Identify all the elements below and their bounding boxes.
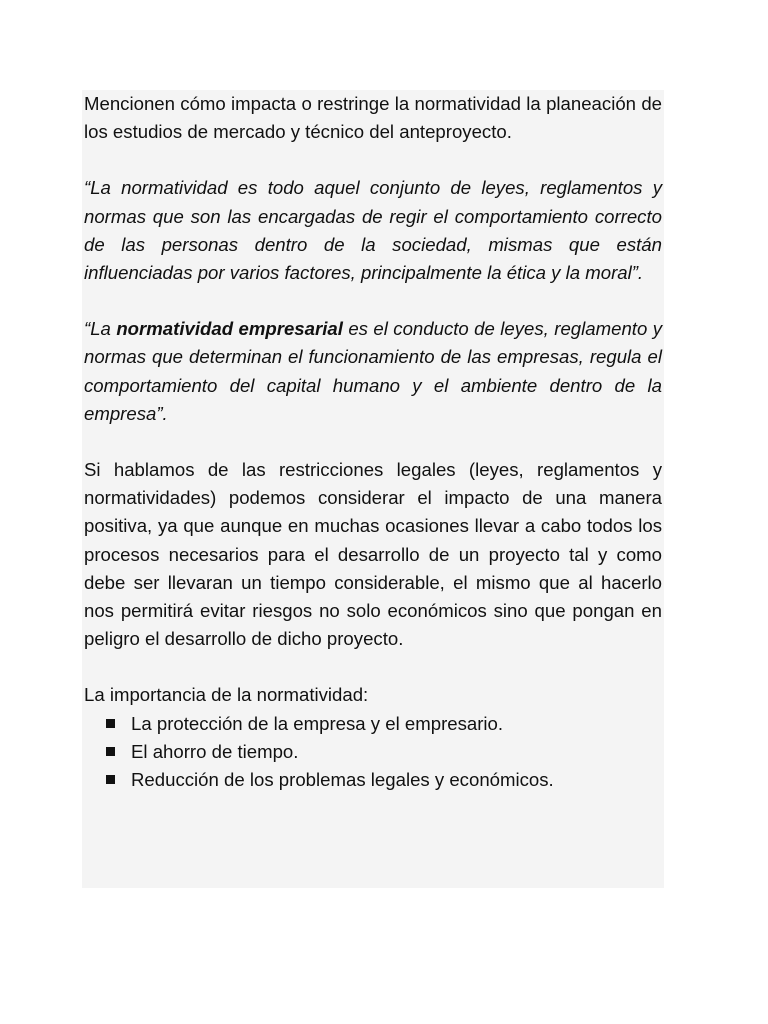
quote2-rest: es el conducto de leyes, reglamento y normas que determinan el funcionamiento de las empresas, regula el comportamiento del capital humano y el ambiente dentro de la empresa”. xyxy=(84,318,663,424)
importance-list xyxy=(84,710,662,795)
question-paragraph: Mencionen cómo impacta o restringe la normatividad la planeación de los estudios de mercado y técnico del anteproyecto. xyxy=(84,93,662,143)
list-heading: La importancia de la normatividad: xyxy=(84,684,369,706)
list-item xyxy=(106,738,662,766)
square-bullet-icon xyxy=(106,747,115,756)
restrictions-paragraph: Si hablamos de las restricciones legales (leyes, reglamentos y normatividades) podemos considerar el impacto de una manera positiva, ya que aunque en muchas ocasiones llevar a cabo todos los procesos necesarios para el desarrollo de un proyecto tal y como debe ser llevaran un tiempo considerable, el mismo que al hacerlo nos permitirá evitar riesgos no solo económicos sino que pongan en peligro el desarrollo de dicho proyecto. xyxy=(84,459,662,650)
square-bullet-icon xyxy=(106,775,115,784)
quote-normatividad: “La normatividad es todo aquel conjunto de leyes, reglamentos y normas que son las encargadas de regir el comportamiento correcto de las personas dentro de la sociedad, mismas que están influenciadas por varios factores, principalmente la ética y la moral”. xyxy=(84,177,662,284)
quote2-bold-term: normatividad empresarial xyxy=(116,318,343,340)
list-item-text: Reducción de los problemas legales y económicos. xyxy=(131,769,554,791)
list-item xyxy=(106,766,662,794)
quote2-open: “La xyxy=(84,318,111,340)
quote-normatividad-empresarial xyxy=(84,315,662,428)
text-block xyxy=(82,90,664,888)
list-item-text: El ahorro de tiempo. xyxy=(131,740,299,762)
list-item-text: La protección de la empresa y el empresario. xyxy=(131,712,504,734)
list-item xyxy=(106,710,662,738)
square-bullet-icon xyxy=(106,719,115,728)
